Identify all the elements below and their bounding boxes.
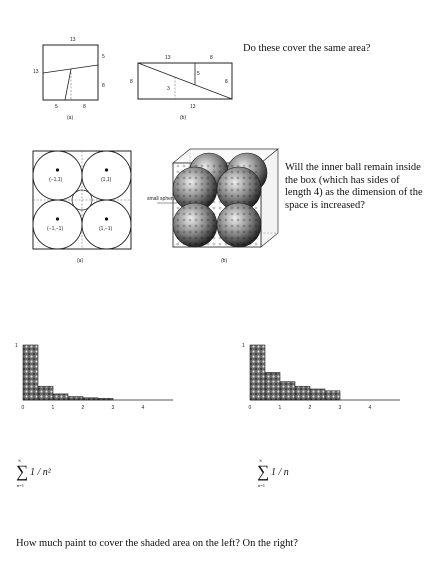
histogram-bar bbox=[295, 386, 310, 400]
sum-left-upper: ∞ bbox=[18, 458, 22, 463]
caption-a: (a) bbox=[67, 115, 74, 121]
label-b-right: 8 bbox=[225, 79, 228, 85]
x-tick-label: 0 bbox=[248, 405, 252, 411]
label-a-bottom-right: 8 bbox=[83, 104, 86, 110]
sum-right-lower: n=1 bbox=[258, 483, 266, 488]
label-circle-tr: (1,1) bbox=[101, 177, 112, 183]
label-circle-bl: (−1,−1) bbox=[47, 226, 64, 232]
sum-left-sigma: ∑ bbox=[16, 462, 29, 481]
label-a-bottom-left: 5 bbox=[55, 104, 58, 110]
histogram-bar bbox=[68, 397, 83, 400]
y-tick-label: 1 bbox=[15, 343, 18, 349]
sum-right-sigma: ∑ bbox=[257, 462, 270, 481]
circles-in-square bbox=[33, 151, 131, 249]
y-tick-label: 1 bbox=[242, 343, 245, 349]
label-a-left: 13 bbox=[33, 69, 39, 75]
sum-right-upper: ∞ bbox=[259, 458, 263, 463]
caption-cube: (b) bbox=[221, 258, 228, 264]
histogram-left bbox=[5, 330, 200, 420]
label-b-top-left: 13 bbox=[165, 55, 171, 61]
label-a-right: 5 bbox=[102, 54, 105, 60]
histogram-right bbox=[232, 330, 427, 420]
histogram-bar bbox=[265, 373, 280, 401]
label-a-top: 13 bbox=[70, 37, 76, 43]
x-tick-label: 3 bbox=[338, 405, 342, 411]
histogram-bar bbox=[23, 345, 38, 400]
label-circle-br: (1,−1) bbox=[99, 226, 113, 232]
x-tick-label: 1 bbox=[278, 405, 282, 411]
sum-right-expression: 1 / n bbox=[271, 467, 289, 478]
sphere-packing-figures bbox=[25, 145, 280, 270]
x-tick-label: 2 bbox=[81, 405, 85, 411]
rectangle-figures bbox=[25, 35, 235, 130]
histogram-bar bbox=[38, 386, 53, 400]
label-b-inner-upper: 5 bbox=[197, 71, 200, 77]
sum-left bbox=[16, 458, 76, 498]
histogram-bar bbox=[250, 345, 265, 400]
label-b-top-right: 8 bbox=[210, 55, 213, 61]
rectangle-dissection bbox=[138, 63, 232, 99]
x-tick-label: 4 bbox=[141, 405, 145, 411]
x-tick-label: 0 bbox=[21, 405, 25, 411]
label-b-inner-lower: 3 bbox=[167, 86, 170, 92]
label-b-bottom: 13 bbox=[190, 104, 196, 110]
histogram-bar bbox=[53, 394, 68, 400]
x-tick-label: 3 bbox=[111, 405, 115, 411]
label-b-left: 8 bbox=[130, 79, 133, 85]
x-tick-label: 4 bbox=[368, 405, 372, 411]
histogram-bar bbox=[310, 389, 325, 400]
question-inner-ball: Will the inner ball remain inside the box (which has sides of length 4) as the dimension of the space is increased? bbox=[285, 162, 423, 211]
label-small-sphere: small sphere bbox=[147, 196, 176, 202]
histogram-bar bbox=[280, 382, 295, 400]
question-paint: How much paint to cover the shaded area on the left? On the right? bbox=[16, 538, 298, 549]
caption-b: (b) bbox=[180, 115, 187, 121]
square-dissection bbox=[43, 45, 98, 100]
x-tick-label: 1 bbox=[51, 405, 55, 411]
label-a-right2: 8 bbox=[102, 83, 105, 89]
question-same-area: Do these cover the same area? bbox=[243, 43, 371, 54]
caption-circles: (a) bbox=[77, 258, 84, 264]
x-tick-label: 2 bbox=[308, 405, 312, 411]
sum-left-expression: 1 / n² bbox=[30, 467, 51, 478]
sum-left-lower: n=1 bbox=[17, 483, 25, 488]
sum-right bbox=[257, 458, 317, 498]
histogram-bar bbox=[325, 391, 340, 400]
label-circle-tl: (−1,1) bbox=[49, 177, 63, 183]
